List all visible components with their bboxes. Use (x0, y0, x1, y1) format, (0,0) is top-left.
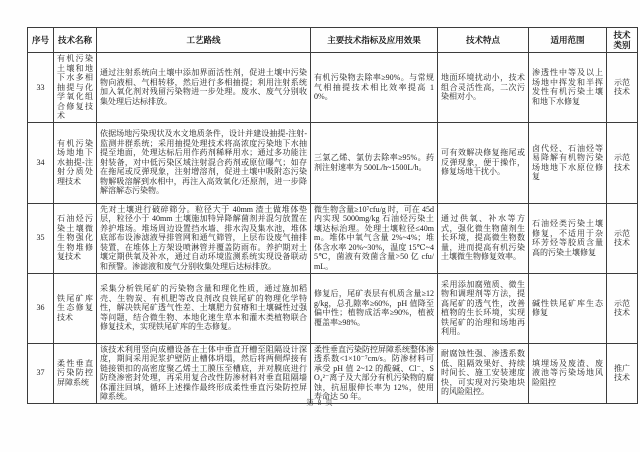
cell-category (607, 273, 638, 343)
cell-category (607, 203, 638, 273)
table-row (28, 203, 638, 273)
header-category-label: 技术类别 (613, 30, 631, 50)
cell-scope: 渗透性中等及以上场地中挥发和半挥发性有机污染土壤和地下水修复 (529, 53, 607, 123)
header-indicators: 主要技术指标及应用效果 (311, 28, 438, 53)
cell-scope: 卤代烃、石油烃等易降解有机物污染场地地下水原位修复 (529, 122, 607, 203)
cell-serial-number: 37 (28, 343, 54, 403)
table-header-row (28, 28, 638, 53)
cell-features: 采用添加腐殖质、微生物和调理剂等方法，提高尾矿的透气性，改善植物的生长环境，实现铁尾矿的治理和场地再利用。 (438, 273, 529, 343)
cell-scope: 填埋场及废渣、废液池等污染场地风险阻控 (529, 343, 607, 403)
category-label: 示范技术 (614, 228, 630, 247)
cell-process-route: 通过注射系统向土壤中添加界面活性剂，促进土壤中污染物向液相、气相转移，然后进行多相抽提；利用注射系统加入氧化剂对残留污染物进一步处理。废水、废气分别收集处理后达标排放。 (97, 53, 311, 123)
table-row (28, 273, 638, 343)
cell-technology-name: 有机污染土壤和地下水多相抽提与化学氧化组合修复技术 (54, 53, 97, 123)
cell-process-route: 依据场地污染现状及水文地质条件，设计并建设抽提-注射-监测井群系统；采用抽提处理技术将高浓度污染地下水抽提至地面，处理达标后用作药剂稀释用水；通过多功能注射装备，对中低污染区域注射混合药剂或原位曝气；如存在拖尾或反弹现象，注射增溶剂，促进土壤中吸附态污染物解吸溶解到水相中，再注入高效氧化/还原剂，进一步降解溶解态污染物。 (97, 122, 311, 203)
category-label: 示范技术 (614, 153, 630, 172)
cell-features: 地面环境扰动小，技术组合灵活性高，二次污染相对小。 (438, 53, 529, 123)
header-features: 技术特点 (438, 28, 529, 53)
cell-process-route: 该技术利用竖向成槽设备在土体中垂直开槽至阻隔设计深度，期间采用泥浆护壁防止槽体坍塌，然后将两侧焊接有链接锁扣的高密度聚乙烯土工膜压至槽底，并对膜底进行防绕渗密封处理，再采用复合改性防渗材料对垂直阻隔墙体灌注回填，循环上述操作最终形成柔性垂直污染防控屏障系统。 (97, 343, 311, 403)
category-label: 推广技术 (614, 363, 630, 382)
cell-indicators: 柔性垂直污染防控屏障系统整体渗透系数<1×10⁻⁷cm/s。防渗材料可承受 pH 值 2~12 的酸碱、Cl⁻、SO₄²⁻离子及大部分有机污染物的腐蚀，抗屈服伸长率为 12%，使用寿命达 50 年。 (311, 343, 438, 403)
header-serial-number: 序号 (28, 28, 54, 53)
cell-indicators: 三氯乙烯、氯仿去除率≥95%。药剂注射速率为 500L/h~1500L/h。 (311, 122, 438, 203)
cell-process-route: 采集分析铁尾矿的污染物含量和理化性质，通过施加稻壳、生物炭、有机肥等改良剂改良铁尾矿的物理化学特性，解决铁尾矿透气性差、土壤肥力贫瘠和土壤碱性过强等问题，结合微生物、本地化速生草本和灌木类植物联合修复技术，实现铁尾矿库的生态修复。 (97, 273, 311, 343)
cell-category (607, 53, 638, 123)
cell-serial-number: 35 (28, 203, 54, 273)
cell-technology-name: 石油烃污染土壤微生物强化生物堆修复技术 (54, 203, 97, 273)
category-label: 示范技术 (614, 298, 630, 317)
cell-serial-number: 36 (28, 273, 54, 343)
cell-features: 可有效解决修复拖尾或反弹现象，便于操作，修复场地干扰小。 (438, 122, 529, 203)
technology-table (27, 27, 638, 404)
cell-technology-name: 柔性垂直污染防控屏障系统 (54, 343, 97, 403)
cell-indicators: 有机污染物去除率≥90%。与常规气相抽提技术相比效率提高 10%。 (311, 53, 438, 123)
table-row (28, 53, 638, 123)
cell-features: 通过供氧、补水等方式，强化微生物菌剂生长环境，提高微生物数量，进而提高有机污染土壤微生物修复效率。 (438, 203, 529, 273)
cell-technology-name: 铁尾矿库生态修复技术 (54, 273, 97, 343)
header-technology-name: 技术名称 (54, 28, 97, 53)
category-label: 示范技术 (614, 77, 630, 97)
cell-category (607, 343, 638, 403)
page-number: 第 8 页 (306, 398, 334, 407)
cell-serial-number: 33 (28, 53, 54, 123)
cell-category (607, 122, 638, 203)
cell-indicators: 微生物含量≥10⁷cfu/g 时，可在 45d 内实现 5000mg/kg 石油烃污染土壤达标治理。处理土壤粒径≤40mm。堆体中氧气含量 2%~4%；堆体含水率 20%~30%，温度 15℃~45℃，菌液有效菌含量>50 亿 cfu/mL。 (311, 203, 438, 273)
cell-technology-name: 有机污染场地地下水抽提-注射分质处理技术 (54, 122, 97, 203)
header-scope: 适用范围 (529, 28, 607, 53)
cell-scope: 石油烃类污染土壤修复，不适用于杂环芳烃等胶质含量高的污染土壤修复 (529, 203, 607, 273)
cell-process-route: 先对土壤进行破碎筛分。粒径大于 40mm 渣土做堆体垫层，粒径小于 40mm 土壤施加特异降解菌剂并混匀放置在养护堆场。堆场周边设置挡水墙、排水沟及集水池，堆体底部布设渗滤液导排管网和通气筛管，上层布设废气抽排装置，在堆体上方架设喷淋管并覆盖防雨布。养护期对土壤定期供氧及补水，通过自动环境监测系统实现设备联动和预警。渗滤液和废气分别收集处理后达标排放。 (97, 203, 311, 273)
cell-indicators: 修复后，尾矿表层有机质含量≥12g/kg，总孔隙率≥60%，pH 值降至偏中性；植物成活率≥90%，植被覆盖率≥98%。 (311, 273, 438, 343)
cell-serial-number: 34 (28, 122, 54, 203)
table-row (28, 343, 638, 403)
table-row (28, 122, 638, 203)
header-process-route: 工艺路线 (97, 28, 311, 53)
cell-features: 耐腐蚀性强、渗透系数低、阻隔效果好、持续时间长、施工安装速度快，可实现对污染地块的风险阻控。 (438, 343, 529, 403)
header-category (607, 28, 638, 53)
cell-scope: 碱性铁尾矿库生态修复 (529, 273, 607, 343)
